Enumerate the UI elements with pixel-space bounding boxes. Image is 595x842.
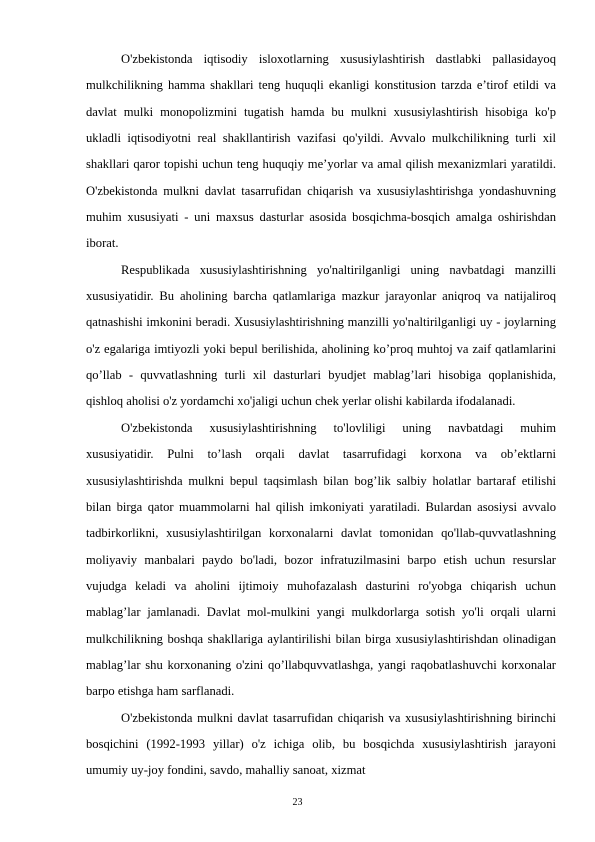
body-text [86, 46, 556, 784]
paragraph-4: O'zbekistonda mulkni davlat tasarrufidan chiqarish va xususiylashtirishning birinchi bosqichini (1992-1993 yillar) o'z ichiga olib, bu bosqichda xususiylashtirish jarayoni umumiy uy-joy fondini, savdo, mahalliy sanoat, xizmat [86, 710, 556, 778]
paragraph-3: O'zbekistonda xususiylashtirishning to'lovliligi uning navbatdagi muhim xususiyatidir. Pulni to’lash orqali davlat tasarrufidagi korxona va ob’ektlarni xususiylashtirishda mulkni bepul taqsimlash bilan bog’lik salbiy holatlar bartaraf etilishi bilan birga qator muammolarni hal qilish imkoniyati yaratiladi. Bulardan asosiysi avvalo tadbirkorlikni, xususiylashtirilgan korxonalarni davlat tomonidan qo'llab-quvvatlashning moliyaviy manbalari paydo bo'ladi, bozor infratuzilmasini barpo etish uchun resurslar vujudga keladi va aholini ijtimoiy muhofazalash dasturini ro'yobga chiqarish uchun mablag’lar jamlanadi. Davlat mol-mulkini yangi mulkdorlarga sotish yo'li orqali ularni mulkchilikning boshqa shakllariga aylantirilishi bilan birga xususiylashtirishdan olinadigan mablag’lar shu korxonaning o'zini qo’llabquvvatlashga, yangi raqobatlashuvchi korxonalar barpo etishga ham sarflanadi. [86, 420, 556, 699]
page-number: 23 [292, 797, 303, 808]
paragraph-2: Respublikada xususiylashtirishning yo'naltirilganligi uning navbatdagi manzilli xususiyatidir. Bu aholining barcha qatlamlariga mazkur jarayonlar aniqroq va natijaliroq qatnashishi imkonini beradi. Xususiylashtirishning manzilli yo'naltirilganligi uy - joylarning o'z egalariga imtiyozli yoki bepul berilishida, aholining ko’proq muhtoj va zaif qatlamlarini qo’llab - quvvatlashning turli xil dasturlari byudjet mablag’lari hisobiga qoplanishida, qishloq aholisi o'z yordamchi xo'jaligi uchun chek yerlar olishi kabilarda ifodalanadi. [86, 262, 556, 409]
paragraph-1: O'zbekistonda iqtisodiy isloxotlarning xususiylashtirish dastlabki pallasidayoq mulkchilikning hamma shakllari teng huquqli ekanligi konstitusion tarzda e’tirof etildi va davlat mulki monopolizmini tugatish hamda bu mulkni xususiylashtirish hisobiga ko'p ukladli iqtisodiyotni real shakllantirish vazifasi qo'yildi. Avvalo mulkchilikning turli xil shakllari qaror topishi uchun teng huquqiy me’yorlar va amal qilish mexanizmlari yaratildi. O'zbekistonda mulkni davlat tasarrufidan chiqarish va xususiylashtirishga yondashuvning muhim xususiyati - uni maxsus dasturlar asosida bosqichma-bosqich amalga oshirishdan iborat. [86, 52, 556, 251]
